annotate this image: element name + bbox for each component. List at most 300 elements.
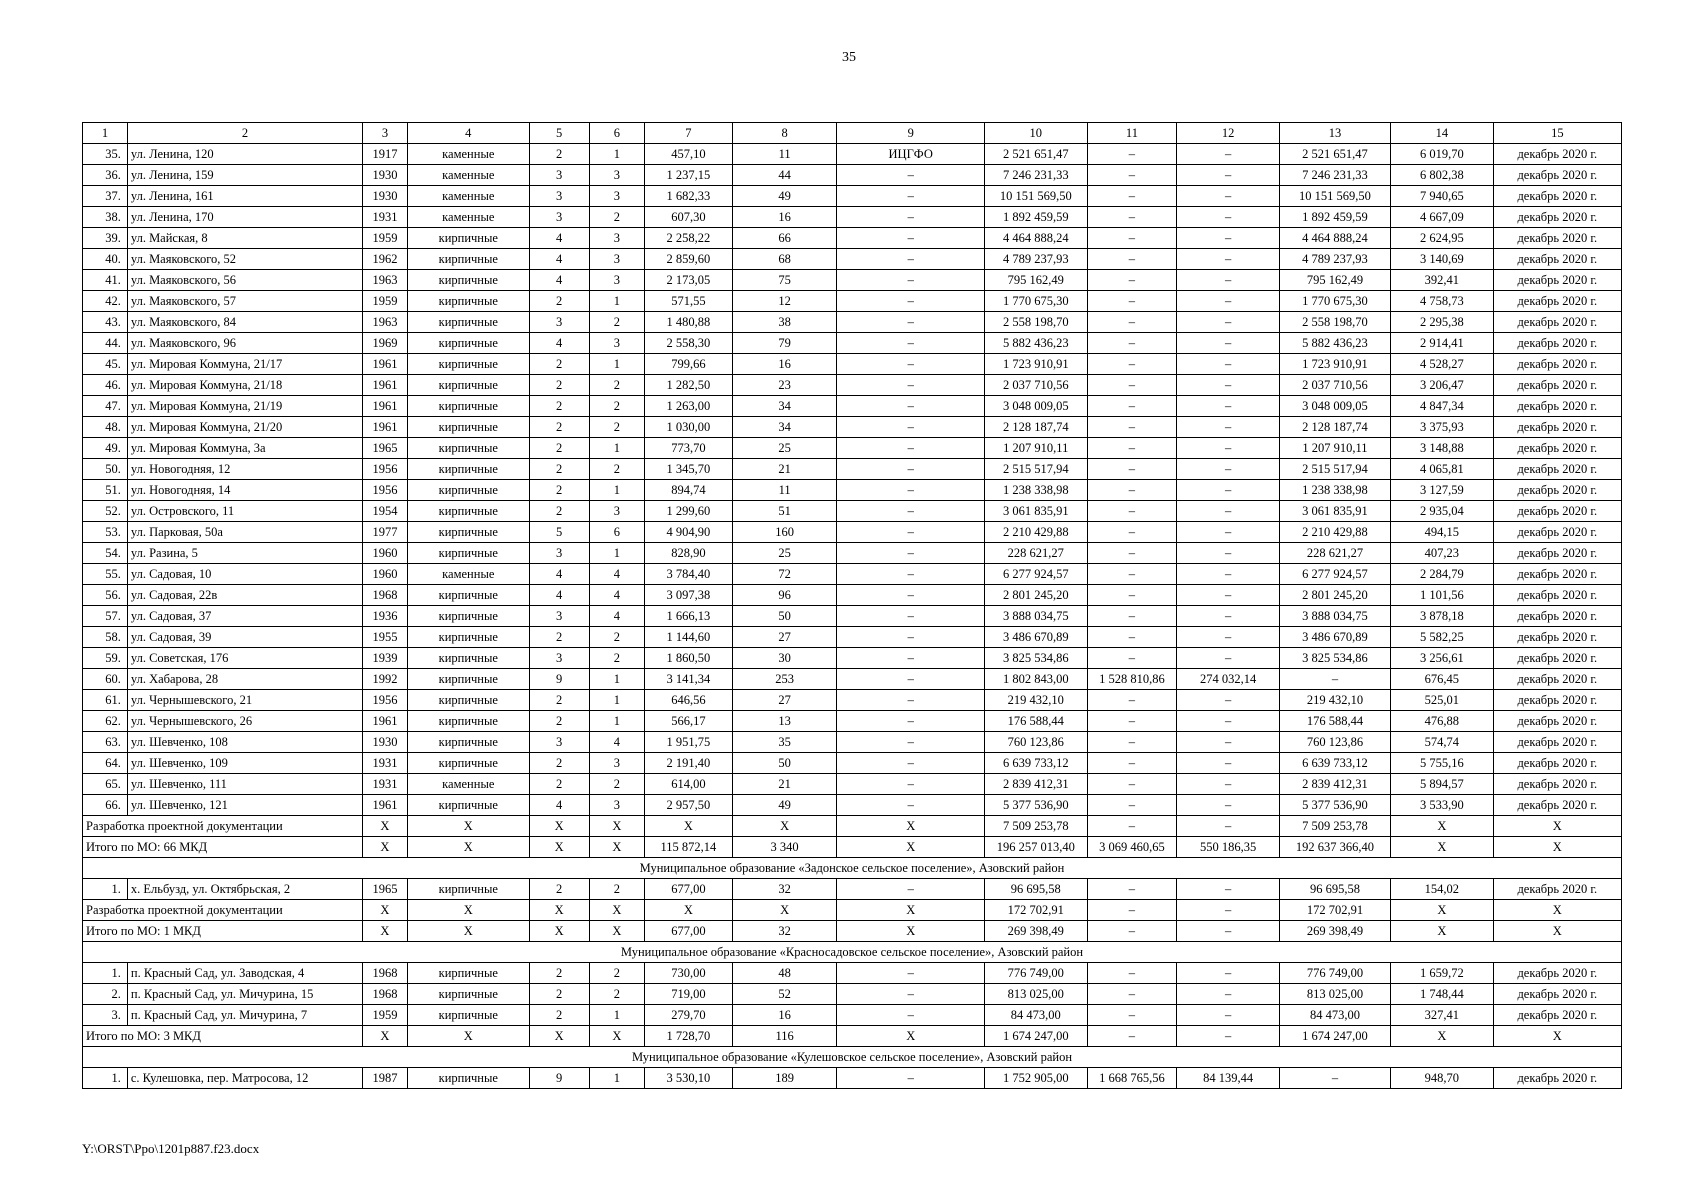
table-cell: – <box>1177 690 1280 711</box>
table-cell: 176 588,44 <box>984 711 1087 732</box>
address-cell: ул. Маяковского, 84 <box>127 312 362 333</box>
table-cell: 3 <box>529 543 589 564</box>
table-cell: кирпичные <box>407 333 529 354</box>
summary-cell: Х <box>837 816 984 837</box>
section-title: Муниципальное образование «Красносадовское сельское поселение», Азовский район <box>83 942 1622 963</box>
summary-cell: 269 398,49 <box>984 921 1087 942</box>
table-cell: 525,01 <box>1391 690 1494 711</box>
table-cell: 799,66 <box>645 354 733 375</box>
table-cell: 11 <box>732 144 837 165</box>
table-cell: декабрь 2020 г. <box>1493 564 1621 585</box>
table-cell: 813 025,00 <box>1279 984 1390 1005</box>
table-row <box>83 228 1622 249</box>
table-cell: 3 <box>589 753 645 774</box>
table-cell: 1 892 459,59 <box>984 207 1087 228</box>
table-row <box>83 711 1622 732</box>
table-cell: 773,70 <box>645 438 733 459</box>
table-cell: 2 <box>529 459 589 480</box>
table-cell: 3 <box>529 648 589 669</box>
table-row <box>83 984 1622 1005</box>
table-cell: 2 <box>529 690 589 711</box>
address-cell: ул. Садовая, 22в <box>127 585 362 606</box>
column-number-cell: 9 <box>837 123 984 144</box>
table-cell: 2 <box>529 963 589 984</box>
table-cell: каменные <box>407 165 529 186</box>
table-cell: – <box>837 795 984 816</box>
summary-cell: 1 674 247,00 <box>984 1026 1087 1047</box>
table-cell: 677,00 <box>645 879 733 900</box>
table-cell: 2 624,95 <box>1391 228 1494 249</box>
summary-cell: 32 <box>732 921 837 942</box>
summary-cell: – <box>1087 921 1177 942</box>
table-cell: 1968 <box>363 984 408 1005</box>
summary-cell: Х <box>529 837 589 858</box>
table-cell: 3 530,10 <box>645 1068 733 1089</box>
table-cell: – <box>1177 375 1280 396</box>
summary-cell: 7 509 253,78 <box>984 816 1087 837</box>
row-number: 54. <box>83 543 128 564</box>
row-number: 37. <box>83 186 128 207</box>
table-cell: 1 <box>589 480 645 501</box>
column-number-cell: 10 <box>984 123 1087 144</box>
table-cell: 476,88 <box>1391 711 1494 732</box>
row-number: 58. <box>83 627 128 648</box>
table-cell: декабрь 2020 г. <box>1493 165 1621 186</box>
table-cell: – <box>1087 480 1177 501</box>
table-cell: 571,55 <box>645 291 733 312</box>
table-cell: – <box>1087 585 1177 606</box>
table-cell: – <box>837 543 984 564</box>
table-cell: – <box>837 270 984 291</box>
table-cell: 1 <box>589 1005 645 1026</box>
table-cell: декабрь 2020 г. <box>1493 396 1621 417</box>
table-cell: – <box>1177 711 1280 732</box>
table-cell: 2 <box>529 375 589 396</box>
table-cell: 38 <box>732 312 837 333</box>
table-cell: кирпичные <box>407 606 529 627</box>
table-cell: 776 749,00 <box>1279 963 1390 984</box>
table-cell: 1963 <box>363 270 408 291</box>
table-cell: – <box>837 438 984 459</box>
address-cell: ул. Ленина, 120 <box>127 144 362 165</box>
table-cell: 4 065,81 <box>1391 459 1494 480</box>
table-cell: 34 <box>732 417 837 438</box>
table-cell: 1 480,88 <box>645 312 733 333</box>
summary-cell: Х <box>1391 921 1494 942</box>
section-title: Муниципальное образование «Задонское сельское поселение», Азовский район <box>83 858 1622 879</box>
table-cell: 2 558,30 <box>645 333 733 354</box>
summary-cell: – <box>1087 900 1177 921</box>
table-cell: – <box>1177 627 1280 648</box>
summary-cell: Х <box>837 1026 984 1047</box>
table-cell: 12 <box>732 291 837 312</box>
table-row <box>83 333 1622 354</box>
table-cell: – <box>1087 795 1177 816</box>
row-number: 1. <box>83 963 128 984</box>
table-cell: – <box>1087 417 1177 438</box>
table-cell: 676,45 <box>1391 669 1494 690</box>
table-cell: 3 <box>529 732 589 753</box>
table-cell: 3 784,40 <box>645 564 733 585</box>
table-cell: – <box>837 669 984 690</box>
table-cell: 2 <box>589 417 645 438</box>
summary-row <box>83 1026 1622 1047</box>
summary-cell: – <box>1177 1026 1280 1047</box>
address-cell: ул. Садовая, 39 <box>127 627 362 648</box>
table-cell: декабрь 2020 г. <box>1493 648 1621 669</box>
table-cell: декабрь 2020 г. <box>1493 711 1621 732</box>
table-cell: – <box>1087 354 1177 375</box>
table-cell: 2 515 517,94 <box>984 459 1087 480</box>
table-cell: 1 748,44 <box>1391 984 1494 1005</box>
table-cell: 457,10 <box>645 144 733 165</box>
summary-cell: – <box>1087 1026 1177 1047</box>
table-cell: каменные <box>407 207 529 228</box>
table-row <box>83 774 1622 795</box>
table-cell: кирпичные <box>407 522 529 543</box>
table-cell: кирпичные <box>407 375 529 396</box>
table-cell: – <box>1087 1005 1177 1026</box>
table-cell: – <box>837 207 984 228</box>
summary-cell: Х <box>732 900 837 921</box>
table-cell: 2 839 412,31 <box>1279 774 1390 795</box>
table-cell: – <box>1087 270 1177 291</box>
table-row <box>83 732 1622 753</box>
table-cell: декабрь 2020 г. <box>1493 522 1621 543</box>
summary-cell: Х <box>589 816 645 837</box>
table-cell: 48 <box>732 963 837 984</box>
table-cell: 1 770 675,30 <box>1279 291 1390 312</box>
table-row <box>83 396 1622 417</box>
table-cell: – <box>1177 249 1280 270</box>
table-cell: – <box>1177 648 1280 669</box>
row-number: 39. <box>83 228 128 249</box>
table-cell: – <box>837 774 984 795</box>
table-cell: 27 <box>732 627 837 648</box>
table-cell: 3 <box>529 312 589 333</box>
summary-cell: Х <box>363 921 408 942</box>
table-row <box>83 879 1622 900</box>
summary-cell: Х <box>589 921 645 942</box>
table-cell: 1 <box>589 543 645 564</box>
table-cell: кирпичные <box>407 963 529 984</box>
table-cell: 3 061 835,91 <box>984 501 1087 522</box>
table-cell: – <box>1177 396 1280 417</box>
table-cell: декабрь 2020 г. <box>1493 501 1621 522</box>
table-cell: 3 888 034,75 <box>984 606 1087 627</box>
address-cell: ул. Мировая Коммуна, 21/17 <box>127 354 362 375</box>
table-cell: – <box>1177 291 1280 312</box>
column-number-cell: 12 <box>1177 123 1280 144</box>
table-cell: 3 <box>589 165 645 186</box>
table-cell: 1 <box>589 1068 645 1089</box>
table-cell: 1960 <box>363 543 408 564</box>
table-row <box>83 417 1622 438</box>
table-cell: 1 237,15 <box>645 165 733 186</box>
summary-cell: 7 509 253,78 <box>1279 816 1390 837</box>
table-cell: 2 <box>589 396 645 417</box>
table-cell: кирпичные <box>407 417 529 438</box>
table-cell: 50 <box>732 606 837 627</box>
table-cell: – <box>837 627 984 648</box>
table-cell: 84 473,00 <box>984 1005 1087 1026</box>
table-cell: 1969 <box>363 333 408 354</box>
table-row <box>83 522 1622 543</box>
table-cell: 1 282,50 <box>645 375 733 396</box>
table-cell: 2 <box>589 459 645 480</box>
table-cell: кирпичные <box>407 312 529 333</box>
table-row <box>83 795 1622 816</box>
table-cell: 3 141,34 <box>645 669 733 690</box>
table-cell: 1965 <box>363 438 408 459</box>
table-row <box>83 501 1622 522</box>
summary-cell: Х <box>645 900 733 921</box>
summary-cell: 1 728,70 <box>645 1026 733 1047</box>
table-cell: 2 558 198,70 <box>984 312 1087 333</box>
table-cell: 1931 <box>363 753 408 774</box>
table-row <box>83 963 1622 984</box>
table-cell: 6 <box>589 522 645 543</box>
row-number: 64. <box>83 753 128 774</box>
table-cell: 3 048 009,05 <box>984 396 1087 417</box>
table-cell: декабрь 2020 г. <box>1493 186 1621 207</box>
table-cell: 34 <box>732 396 837 417</box>
summary-row <box>83 837 1622 858</box>
table-cell: – <box>1087 732 1177 753</box>
address-cell: ул. Мировая Коммуна, 3а <box>127 438 362 459</box>
table-cell: 2 <box>529 711 589 732</box>
table-cell: 1930 <box>363 165 408 186</box>
table-cell: 828,90 <box>645 543 733 564</box>
table-cell: 3 140,69 <box>1391 249 1494 270</box>
table-cell: 1961 <box>363 396 408 417</box>
table-cell: декабрь 2020 г. <box>1493 774 1621 795</box>
table-cell: 1 802 843,00 <box>984 669 1087 690</box>
table-cell: – <box>837 228 984 249</box>
table-cell: 2 <box>589 207 645 228</box>
summary-cell: Х <box>407 1026 529 1047</box>
table-cell: – <box>1087 774 1177 795</box>
table-cell: – <box>1177 774 1280 795</box>
table-cell: – <box>1087 144 1177 165</box>
column-number-cell: 14 <box>1391 123 1494 144</box>
row-number: 36. <box>83 165 128 186</box>
table-cell: 35 <box>732 732 837 753</box>
table-cell: 16 <box>732 207 837 228</box>
table-cell: 6 639 733,12 <box>1279 753 1390 774</box>
table-cell: кирпичные <box>407 711 529 732</box>
table-cell: декабрь 2020 г. <box>1493 459 1621 480</box>
column-number-cell: 2 <box>127 123 362 144</box>
table-cell: – <box>1087 690 1177 711</box>
table-cell: – <box>837 312 984 333</box>
table-cell: декабрь 2020 г. <box>1493 270 1621 291</box>
table-cell: 1962 <box>363 249 408 270</box>
table-cell: кирпичные <box>407 585 529 606</box>
table-cell: 253 <box>732 669 837 690</box>
address-cell: ул. Разина, 5 <box>127 543 362 564</box>
table-cell: декабрь 2020 г. <box>1493 291 1621 312</box>
table-cell: 948,70 <box>1391 1068 1494 1089</box>
table-cell: 4 <box>589 606 645 627</box>
table-cell: – <box>1177 879 1280 900</box>
table-cell: 66 <box>732 228 837 249</box>
table-cell: кирпичные <box>407 627 529 648</box>
summary-cell: Х <box>1493 900 1621 921</box>
table-cell: 219 432,10 <box>984 690 1087 711</box>
summary-cell: Х <box>589 837 645 858</box>
table-cell: 25 <box>732 543 837 564</box>
summary-cell: 196 257 013,40 <box>984 837 1087 858</box>
summary-label: Итого по МО: 3 МКД <box>83 1026 363 1047</box>
table-cell: 4 <box>529 564 589 585</box>
address-cell: ул. Ленина, 170 <box>127 207 362 228</box>
table-cell: 3 127,59 <box>1391 480 1494 501</box>
table-cell: 2 957,50 <box>645 795 733 816</box>
table-cell: декабрь 2020 г. <box>1493 480 1621 501</box>
table-row <box>83 354 1622 375</box>
address-cell: ул. Маяковского, 96 <box>127 333 362 354</box>
row-number: 35. <box>83 144 128 165</box>
table-cell: 274 032,14 <box>1177 669 1280 690</box>
table-cell: 176 588,44 <box>1279 711 1390 732</box>
table-cell: – <box>1177 543 1280 564</box>
table-cell: 1 666,13 <box>645 606 733 627</box>
row-number: 38. <box>83 207 128 228</box>
table-cell: – <box>837 396 984 417</box>
table-cell: 68 <box>732 249 837 270</box>
table-cell: 3 486 670,89 <box>1279 627 1390 648</box>
file-path-footer: Y:\ORST\Ppo\1201p887.f23.docx <box>82 1141 260 1156</box>
table-cell: 5 <box>529 522 589 543</box>
table-cell: 1 659,72 <box>1391 963 1494 984</box>
table-cell: декабрь 2020 г. <box>1493 963 1621 984</box>
table-cell: 6 277 924,57 <box>1279 564 1390 585</box>
table-cell: декабрь 2020 г. <box>1493 669 1621 690</box>
table-cell: 3 256,61 <box>1391 648 1494 669</box>
table-cell: – <box>1087 543 1177 564</box>
table-cell: 5 882 436,23 <box>984 333 1087 354</box>
column-number-row <box>83 123 1622 144</box>
table-cell: 1977 <box>363 522 408 543</box>
table-cell: 2 <box>589 963 645 984</box>
summary-label: Итого по МО: 66 МКД <box>83 837 363 858</box>
column-number-cell: 6 <box>589 123 645 144</box>
summary-row <box>83 921 1622 942</box>
table-cell: 2 <box>589 627 645 648</box>
table-cell: 4 789 237,93 <box>1279 249 1390 270</box>
table-cell: кирпичные <box>407 753 529 774</box>
table-cell: кирпичные <box>407 648 529 669</box>
table-cell: 2 191,40 <box>645 753 733 774</box>
address-cell: п. Красный Сад, ул. Заводская, 4 <box>127 963 362 984</box>
table-cell: 2 521 651,47 <box>984 144 1087 165</box>
table-cell: 407,23 <box>1391 543 1494 564</box>
table-cell: 3 <box>589 186 645 207</box>
address-cell: ул. Шевченко, 109 <box>127 753 362 774</box>
table-row <box>83 375 1622 396</box>
column-number-cell: 11 <box>1087 123 1177 144</box>
table-cell: 52 <box>732 984 837 1005</box>
table-cell: 1 723 910,91 <box>984 354 1087 375</box>
summary-cell: – <box>1177 900 1280 921</box>
table-cell: кирпичные <box>407 459 529 480</box>
table-cell: 4 758,73 <box>1391 291 1494 312</box>
table-cell: 25 <box>732 438 837 459</box>
table-cell: 3 <box>529 606 589 627</box>
table-cell: кирпичные <box>407 879 529 900</box>
column-number-cell: 15 <box>1493 123 1621 144</box>
column-number-cell: 13 <box>1279 123 1390 144</box>
table-cell: 3 148,88 <box>1391 438 1494 459</box>
table-cell: 2 <box>529 438 589 459</box>
summary-row <box>83 900 1622 921</box>
table-cell: 566,17 <box>645 711 733 732</box>
table-cell: кирпичные <box>407 501 529 522</box>
table-cell: 4 <box>529 333 589 354</box>
address-cell: ул. Хабарова, 28 <box>127 669 362 690</box>
table-cell: – <box>1087 291 1177 312</box>
summary-cell: Х <box>529 816 589 837</box>
table-cell: 2 <box>529 417 589 438</box>
table-cell: – <box>1087 501 1177 522</box>
address-cell: ул. Маяковского, 52 <box>127 249 362 270</box>
table-cell: 3 825 534,86 <box>984 648 1087 669</box>
summary-cell: Х <box>1493 1026 1621 1047</box>
table-cell: 7 246 231,33 <box>1279 165 1390 186</box>
table-cell: 23 <box>732 375 837 396</box>
table-cell: декабрь 2020 г. <box>1493 1005 1621 1026</box>
table-cell: – <box>1177 165 1280 186</box>
table-cell: каменные <box>407 144 529 165</box>
table-cell: – <box>1087 438 1177 459</box>
table-cell: 4 <box>529 228 589 249</box>
row-number: 56. <box>83 585 128 606</box>
table-cell: декабрь 2020 г. <box>1493 690 1621 711</box>
table-cell: – <box>1177 753 1280 774</box>
table-cell: 1956 <box>363 459 408 480</box>
table-cell: – <box>837 963 984 984</box>
table-cell: 3 <box>589 795 645 816</box>
table-cell: – <box>1087 186 1177 207</box>
table-cell: 2 <box>529 1005 589 1026</box>
summary-cell: Х <box>407 816 529 837</box>
summary-cell: Х <box>837 837 984 858</box>
summary-label: Разработка проектной документации <box>83 816 363 837</box>
table-cell: 1 770 675,30 <box>984 291 1087 312</box>
table-cell: 4 <box>589 585 645 606</box>
table-cell: – <box>1087 564 1177 585</box>
table-row <box>83 1068 1622 1089</box>
table-row <box>83 186 1622 207</box>
table-cell: – <box>1087 228 1177 249</box>
row-number: 44. <box>83 333 128 354</box>
summary-cell: Х <box>407 900 529 921</box>
table-cell: декабрь 2020 г. <box>1493 417 1621 438</box>
table-cell: – <box>1087 333 1177 354</box>
table-cell: декабрь 2020 г. <box>1493 1068 1621 1089</box>
table-cell: декабрь 2020 г. <box>1493 375 1621 396</box>
table-cell: декабрь 2020 г. <box>1493 312 1621 333</box>
row-number: 51. <box>83 480 128 501</box>
row-number: 41. <box>83 270 128 291</box>
summary-cell: 192 637 366,40 <box>1279 837 1390 858</box>
table-row <box>83 585 1622 606</box>
table-cell: 1930 <box>363 186 408 207</box>
table-cell: – <box>837 522 984 543</box>
table-cell: – <box>1087 627 1177 648</box>
summary-cell: 269 398,49 <box>1279 921 1390 942</box>
